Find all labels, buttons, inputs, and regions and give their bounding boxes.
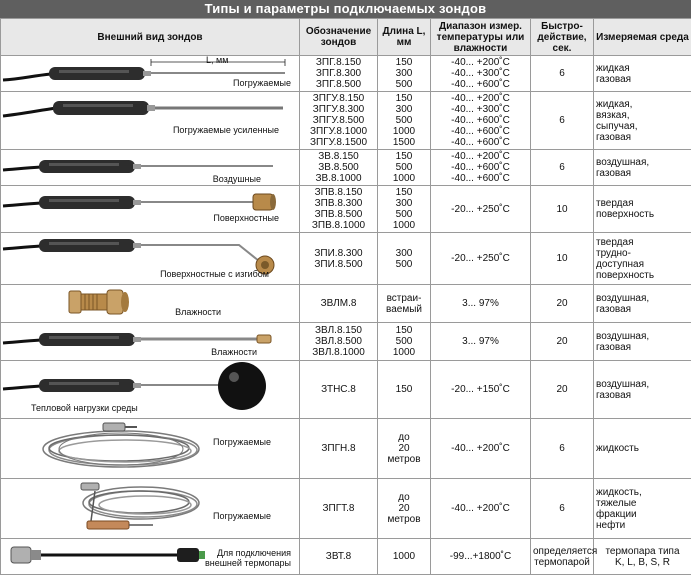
header-speed: Быстро-действие, сек. [531, 19, 594, 56]
header-range: Диапазон измер. температуры или влажности [431, 19, 531, 56]
designation: ЗПВ.8.150 [314, 187, 363, 198]
designation-cell [300, 419, 378, 479]
probe-caption: Влажности [175, 307, 221, 317]
speed-cell: 20 [531, 323, 594, 361]
designation: ЗВ.8.1000 [315, 173, 362, 184]
range-value: -40... +600˚C [451, 162, 510, 173]
medium-value: газовая [596, 131, 632, 143]
range-value: -40... +200˚C [451, 93, 510, 104]
length-cell [378, 539, 431, 575]
length-cell [378, 233, 431, 285]
medium-value: газовая [596, 73, 632, 85]
table-row [1, 233, 691, 285]
length-value: 500 [395, 115, 413, 126]
length-cell [378, 56, 431, 92]
medium-value: нефти [596, 519, 626, 531]
medium-value: твердая [596, 236, 634, 248]
speed-cell [531, 539, 598, 575]
medium-value: поверхность [596, 269, 655, 281]
medium-value: жидкость, [596, 486, 642, 498]
length-value: до [398, 432, 410, 443]
length-value: 300 [395, 104, 413, 115]
range-value: -40... +600˚C [451, 79, 510, 90]
designation-cell [300, 92, 378, 150]
medium-cell [594, 479, 691, 539]
speed-cell: 10 [531, 233, 594, 285]
designation: ЗПВ.8.500 [314, 209, 363, 220]
probe-caption: Поверхностные [213, 213, 279, 223]
medium-cell [594, 361, 691, 419]
length-value: метров [387, 514, 421, 525]
probe-image-cell [1, 323, 300, 361]
designation-cell [300, 56, 378, 92]
length-marker-label: L, мм [206, 55, 229, 65]
range-cell: -40... +200˚C [431, 419, 531, 479]
medium-value: твердая [596, 198, 634, 209]
probe-image-cell [1, 539, 300, 575]
range-cell: -99...+1800˚C [431, 539, 531, 575]
medium-value: воздушная, [596, 292, 650, 304]
medium-value: воздушная, [596, 378, 650, 390]
length-value: 20 [398, 443, 410, 454]
designation-cell [300, 323, 378, 361]
length-value: 500 [395, 336, 413, 347]
length-value: 1500 [392, 137, 416, 148]
table-row [1, 479, 691, 539]
medium-value: трудно- [596, 247, 631, 259]
probe-caption: Погружаемые [213, 511, 271, 521]
speed-cell: 10 [531, 186, 594, 233]
length-cell [378, 285, 431, 323]
length-value: 150 [395, 151, 413, 162]
length-value: ваемый [386, 303, 422, 315]
probe-caption-line-2: внешней термопары [204, 558, 291, 568]
range-cell: 3... 97% [431, 323, 531, 361]
length-value: 150 [395, 325, 413, 336]
designation: ЗПВ.8.300 [314, 198, 363, 209]
designation-cell [300, 285, 378, 323]
length-value: 1000 [392, 220, 416, 231]
designation: ЗВТ.8 [325, 551, 352, 562]
medium-value: тяжелые [596, 497, 637, 509]
length-value: 1000 [392, 347, 416, 358]
probe-types-table [0, 18, 691, 575]
table-title: Типы и параметры подключаемых зондов [0, 0, 691, 18]
designation-cell [300, 150, 378, 186]
probe-caption: Воздушные [212, 174, 261, 184]
probe-caption: Погружаемые [233, 78, 291, 88]
speed-cell: 6 [531, 92, 594, 150]
designation: ЗПГУ.8.300 [312, 104, 365, 115]
probe-caption: Поверхностные с изгибом [160, 269, 269, 279]
designation: ЗПИ.8.500 [314, 258, 363, 270]
length-value: 1000 [392, 551, 416, 562]
range-value: -40... +600˚C [451, 173, 510, 184]
probe-image-cell [1, 92, 300, 150]
range-value: -40... +600˚C [451, 137, 510, 148]
range-value: -40... +200˚C [451, 151, 510, 162]
designation: ЗВЛ.8.500 [315, 336, 362, 347]
table-row [1, 92, 691, 150]
table-row [1, 56, 691, 92]
probe-image-cell [1, 233, 300, 285]
table-row [1, 285, 691, 323]
probe-image-cell [1, 285, 300, 323]
designation: ЗПГУ.8.1500 [309, 137, 368, 148]
medium-cell [594, 419, 691, 479]
length-cell [378, 361, 431, 419]
length-cell [378, 186, 431, 233]
length-value: 20 [398, 503, 410, 514]
medium-value: жидкость [596, 443, 639, 454]
designation: ЗВ.8.500 [318, 162, 359, 173]
designation: ЗТНС.8 [321, 384, 356, 395]
probe-image-cell [1, 150, 300, 186]
length-cell [378, 150, 431, 186]
length-value: 1000 [392, 173, 416, 184]
length-value: 150 [395, 187, 413, 198]
range-value: -40... +300˚C [451, 104, 510, 115]
medium-value: вязкая, [596, 109, 630, 121]
length-cell [378, 479, 431, 539]
medium-value: сыпучая, [596, 120, 638, 132]
length-value: до [398, 492, 410, 503]
medium-value: газовая [596, 303, 632, 315]
length-value: встраи- [386, 292, 422, 304]
designation-cell [300, 479, 378, 539]
designation: ЗВЛ.8.150 [315, 325, 362, 336]
surface-probe-icon [1, 186, 300, 233]
length-value: 150 [395, 57, 413, 68]
table-row [1, 419, 691, 479]
length-value: 500 [395, 258, 413, 270]
table-row [1, 361, 691, 419]
designation: ЗПГ.8.300 [315, 68, 362, 79]
medium-cell [594, 186, 691, 233]
length-value: 1000 [392, 126, 416, 137]
header-row [1, 19, 691, 56]
length-cell [378, 92, 431, 150]
medium-cell [594, 285, 691, 323]
designation: ЗПИ.8.300 [314, 247, 363, 259]
designation: ЗВЛМ.8 [320, 298, 357, 309]
range-value: -40... +300˚C [451, 68, 510, 79]
header-medium: Измеряемая среда [594, 19, 691, 56]
range-value: -40... +600˚C [451, 126, 510, 137]
probe-image-cell [1, 186, 300, 233]
medium-cell [594, 56, 691, 92]
designation: ЗПГУ.8.150 [312, 93, 365, 104]
probe-caption: Тепловой нагрузки среды [31, 403, 138, 413]
table-row [1, 323, 691, 361]
length-value: 150 [395, 384, 413, 395]
header-length: Длина L, мм [378, 19, 431, 56]
medium-value: фракции [596, 508, 637, 520]
designation-cell [300, 539, 378, 575]
medium-value: поверхность [596, 209, 655, 220]
probe-image-cell [1, 419, 300, 479]
designation: ЗПГ.8.500 [315, 79, 362, 90]
designation: ЗПГ.8.150 [315, 57, 362, 68]
designation: ЗВЛ.8.1000 [312, 347, 365, 358]
range-cell [431, 150, 531, 186]
length-value: 150 [395, 93, 413, 104]
probe-caption-line-1: Для подключения [216, 548, 291, 558]
probe-caption: Погружаемые усиленные [172, 125, 279, 135]
heavy-fraction-probe-icon [1, 479, 300, 539]
designation-cell [300, 361, 378, 419]
header-view: Внешний вид зондов [1, 19, 300, 56]
medium-cell [594, 539, 691, 575]
speed-cell: 6 [531, 56, 594, 92]
speed-cell: 20 [531, 285, 594, 323]
speed-value: термопарой [534, 556, 590, 568]
medium-value: воздушная, [596, 156, 650, 168]
length-value: 300 [395, 247, 413, 259]
length-cell [378, 323, 431, 361]
length-value: 500 [395, 162, 413, 173]
range-value: -40... +600˚C [451, 115, 510, 126]
designation: ЗПГН.8 [321, 443, 356, 454]
medium-cell [594, 150, 691, 186]
probe-image-cell [1, 479, 300, 539]
medium-cell [594, 233, 691, 285]
range-cell: -40... +200˚C [431, 479, 531, 539]
medium-value: жидкая [596, 62, 630, 74]
length-cell [378, 419, 431, 479]
probe-image-cell [1, 56, 300, 92]
medium-value: жидкая, [596, 98, 633, 110]
length-value: метров [387, 454, 421, 465]
cable-immersion-probe-icon [1, 419, 300, 479]
table-row [1, 539, 691, 575]
range-cell [431, 92, 531, 150]
speed-cell: 6 [531, 419, 594, 479]
range-value: -40... +200˚C [451, 57, 510, 68]
length-value: 500 [395, 79, 413, 90]
designation: ЗПГУ.8.1000 [309, 126, 368, 137]
designation: ЗПВ.8.1000 [311, 220, 366, 231]
table-row [1, 186, 691, 233]
header-designation: Обозначение зондов [300, 19, 378, 56]
length-value: 300 [395, 198, 413, 209]
medium-value: газовая [596, 167, 632, 179]
medium-value: термопара типа [605, 545, 680, 557]
designation: ЗПГТ.8 [322, 503, 355, 514]
medium-cell [594, 92, 691, 150]
range-cell: 3... 97% [431, 285, 531, 323]
designation: ЗПГУ.8.500 [312, 115, 365, 126]
medium-value: K, L, B, S, R [614, 556, 671, 568]
probe-image-cell [1, 361, 300, 419]
embedded-humidity-probe-icon [1, 285, 300, 323]
range-cell [431, 56, 531, 92]
designation-cell [300, 186, 378, 233]
speed-cell: 20 [531, 361, 594, 419]
medium-value: доступная [596, 258, 645, 270]
medium-value: газовая [596, 389, 632, 401]
medium-cell [594, 323, 691, 361]
table-row [1, 150, 691, 186]
length-value: 500 [395, 209, 413, 220]
designation: ЗВ.8.150 [318, 151, 359, 162]
speed-cell: 6 [531, 479, 594, 539]
range-cell: -20... +150˚C [431, 361, 531, 419]
reinforced-immersion-probe-icon [1, 92, 300, 150]
designation-cell [300, 233, 378, 285]
medium-value: газовая [596, 341, 632, 353]
probe-caption: Погружаемые [213, 437, 271, 447]
speed-cell: 6 [531, 150, 594, 186]
speed-value: определяется [533, 545, 598, 557]
range-cell: -20... +250˚C [431, 233, 531, 285]
length-value: 300 [395, 68, 413, 79]
range-cell: -20... +250˚C [431, 186, 531, 233]
medium-value: воздушная, [596, 330, 650, 342]
probe-caption: Влажности [211, 347, 257, 357]
